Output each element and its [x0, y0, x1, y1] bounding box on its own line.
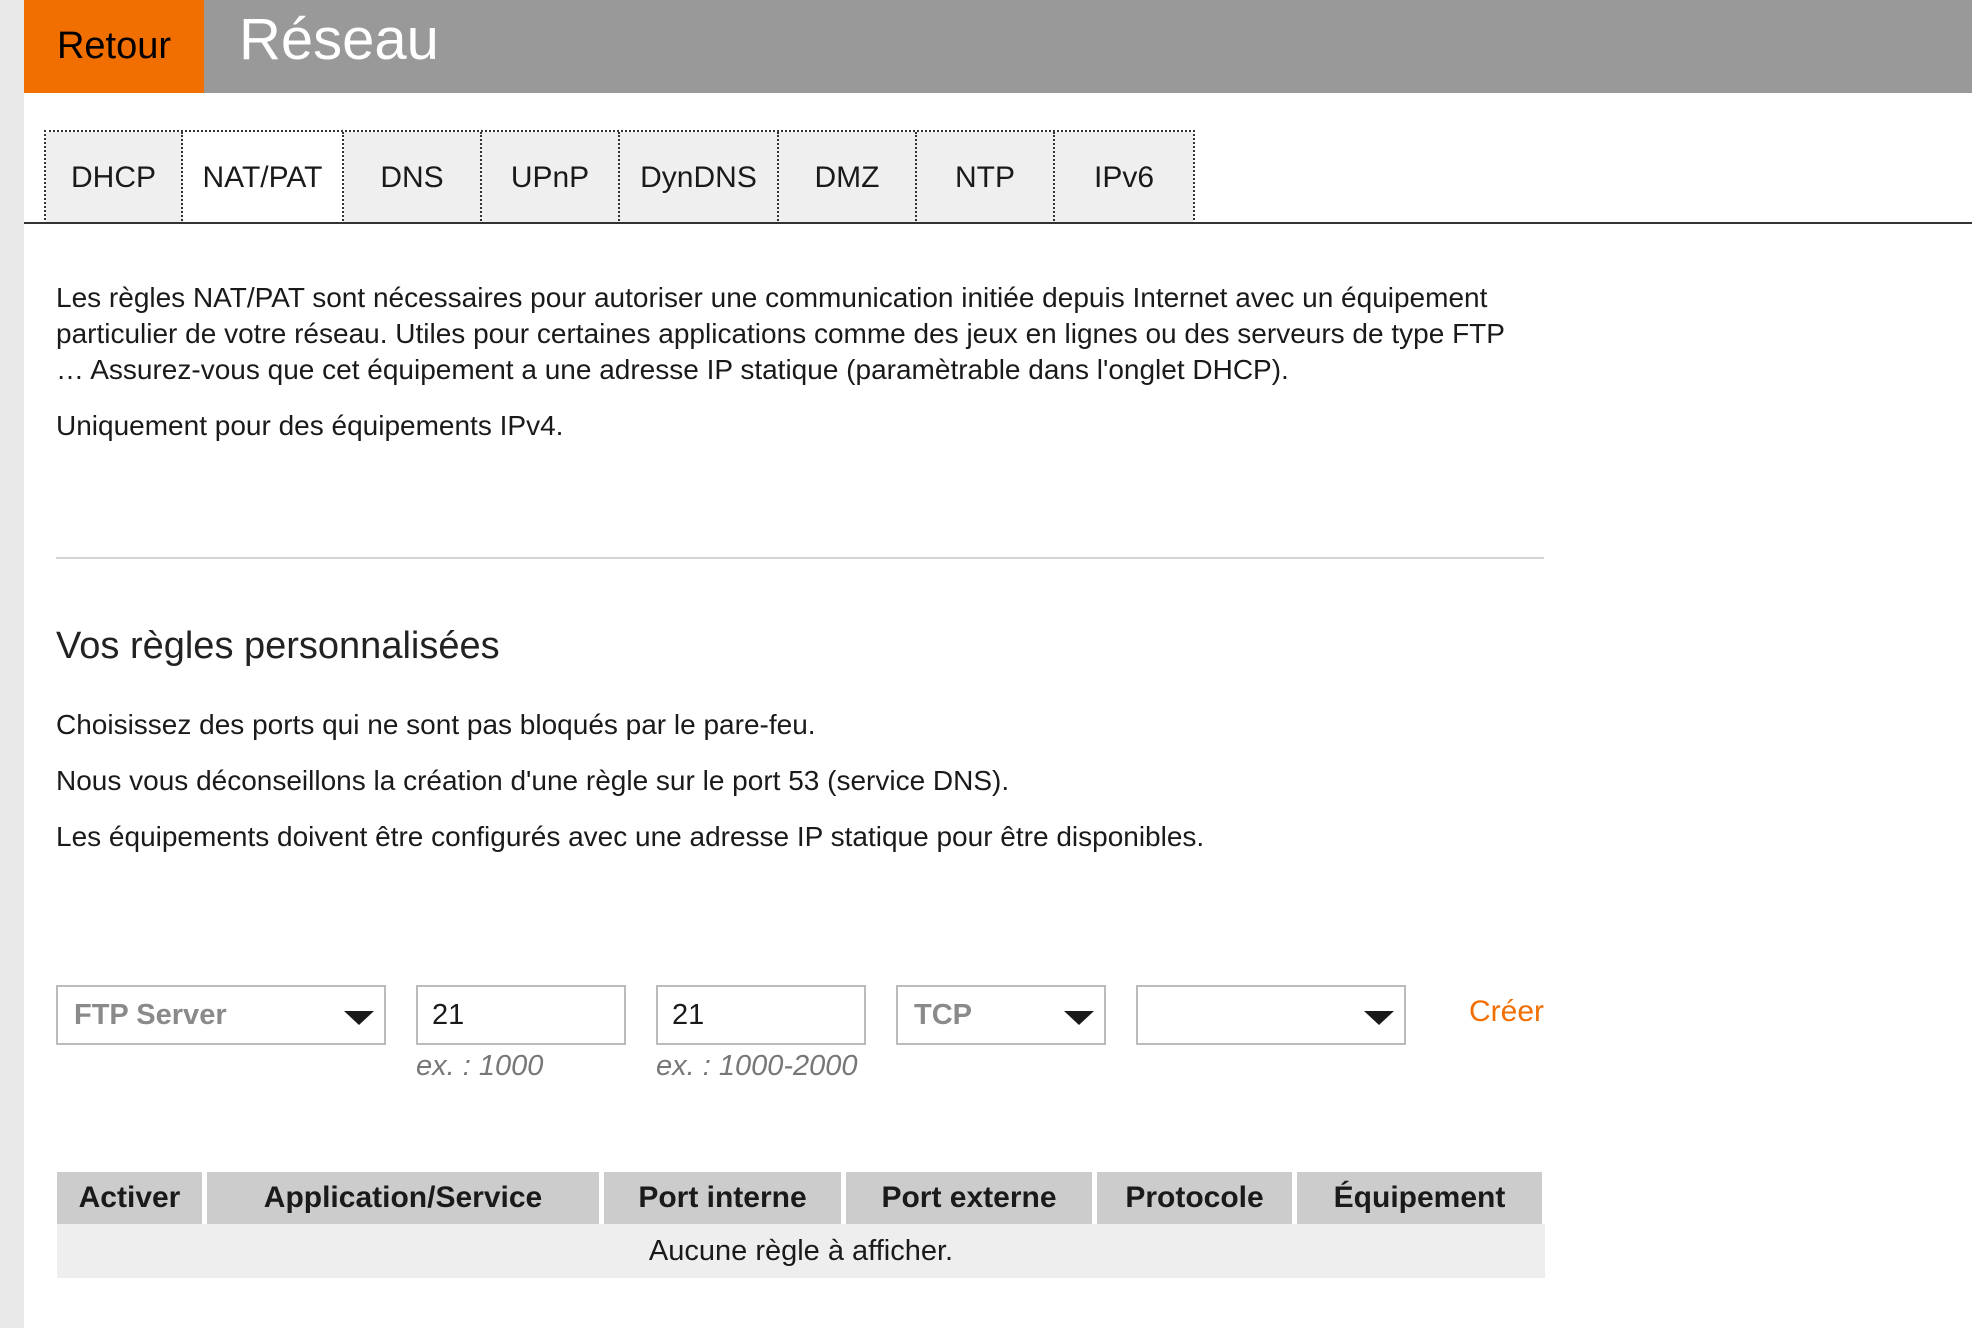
- rules-table: [57, 1172, 1545, 1278]
- column-header-device: Équipement: [1297, 1172, 1542, 1224]
- static-ip-note: Les équipements doivent être configurés avec une adresse IP statique pour être disponibles.: [56, 821, 1205, 852]
- tab-upnp[interactable]: UPnP: [482, 132, 620, 224]
- tab-underline: [24, 222, 1972, 224]
- custom-rules-title: Vos règles personnalisées: [56, 625, 500, 667]
- tab-bar: [44, 130, 1195, 224]
- column-header-internal-port: Port interne: [604, 1172, 841, 1224]
- intro-paragraph: Les règles NAT/PAT sont nécessaires pour autoriser une communication initiée depuis Internet avec un équipement particulier de votre réseau. Utiles pour certaines applications comme des jeux en lignes ou des serveurs de type FTP … Assurez-vous que cet équipement a une adresse IP statique (paramètrable dans l'onglet DHCP).: [56, 282, 1505, 385]
- header-bar: [24, 0, 1972, 93]
- tab-ntp[interactable]: NTP: [917, 132, 1055, 224]
- application-select-value: FTP Server: [74, 998, 227, 1031]
- external-port-hint: ex. : 1000-2000: [656, 1050, 858, 1082]
- back-button[interactable]: Retour: [24, 0, 204, 93]
- application-select[interactable]: [56, 985, 386, 1045]
- chevron-down-icon: [344, 1011, 374, 1025]
- internal-port-hint: ex. : 1000: [416, 1050, 544, 1082]
- tab-ipv6[interactable]: IPv6: [1055, 132, 1193, 224]
- chevron-down-icon: [1364, 1011, 1394, 1025]
- table-header: [57, 1172, 1545, 1224]
- section-divider: [56, 557, 1544, 559]
- tab-nat-pat[interactable]: NAT/PAT: [183, 132, 344, 224]
- tab-dmz[interactable]: DMZ: [779, 132, 917, 224]
- tab-dhcp[interactable]: DHCP: [46, 132, 183, 224]
- device-select[interactable]: [1136, 985, 1406, 1045]
- column-header-external-port: Port externe: [846, 1172, 1092, 1224]
- page: [24, 0, 1972, 1328]
- custom-rules-notes: [56, 707, 1556, 875]
- external-port-input[interactable]: [656, 985, 866, 1045]
- firewall-note: Choisissez des ports qui ne sont pas bloqués par le pare-feu.: [56, 709, 816, 740]
- tab-dyndns[interactable]: DynDNS: [620, 132, 779, 224]
- create-rule-link[interactable]: Créer: [1469, 995, 1545, 1028]
- protocol-select[interactable]: [896, 985, 1106, 1045]
- protocol-select-value: TCP: [914, 998, 972, 1031]
- dns-port-note: Nous vous déconseillons la création d'une règle sur le port 53 (service DNS).: [56, 765, 1010, 796]
- internal-port-input[interactable]: [416, 985, 626, 1045]
- column-header-activate: Activer: [57, 1172, 202, 1224]
- ipv4-note: Uniquement pour des équipements IPv4.: [56, 410, 564, 441]
- column-header-application: Application/Service: [207, 1172, 599, 1224]
- tab-dns[interactable]: DNS: [344, 132, 482, 224]
- page-title: Réseau: [239, 7, 439, 72]
- column-header-protocol: Protocole: [1097, 1172, 1292, 1224]
- chevron-down-icon: [1064, 1011, 1094, 1025]
- intro-text: [56, 280, 1526, 464]
- empty-table-message: Aucune règle à afficher.: [57, 1224, 1545, 1278]
